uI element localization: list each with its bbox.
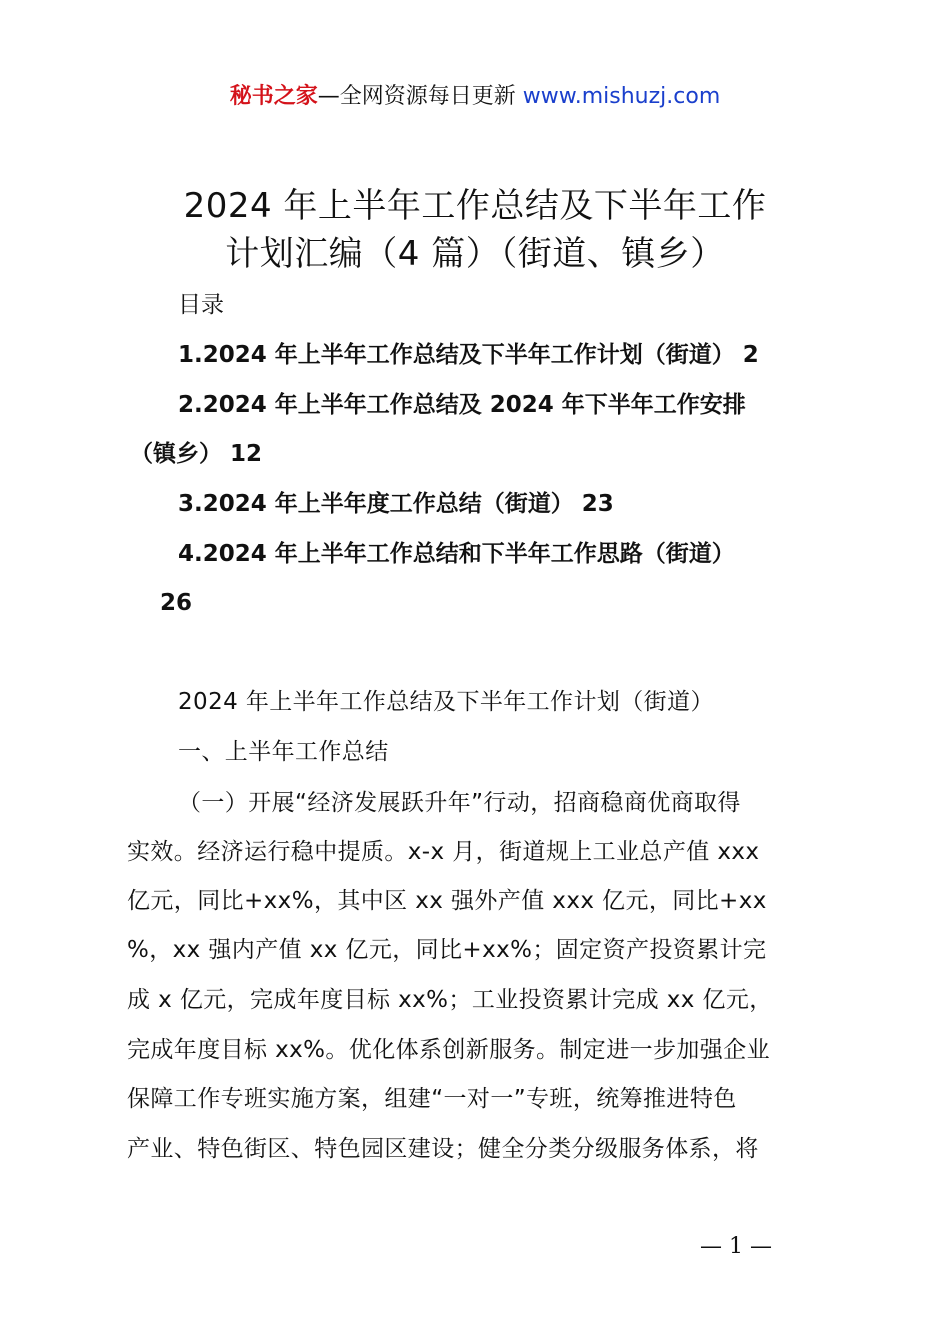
document-title-line-2: 计划汇编（4 篇）（街道、镇乡） [225, 234, 725, 274]
toc-heading: 目录 [178, 292, 224, 318]
page-number: — 1 — [700, 1234, 772, 1259]
toc-item-2-continued[interactable]: （镇乡） 12 [130, 441, 263, 467]
site-header [0, 82, 950, 112]
toc-item-1[interactable]: 1.2024 年上半年工作总结及下半年工作计划（街道） 2 [178, 342, 759, 368]
body-line: （一）开展“经济发展跃升年”行动，招商稳商优商取得 [178, 790, 741, 816]
body-line: 实效。经济运行稳中提质。x-x 月，街道规上工业总产值 xxx [127, 839, 760, 865]
section-heading: 一、上半年工作总结 [178, 739, 389, 765]
body-line: 产业、特色街区、特色园区建设；健全分类分级服务体系，将 [127, 1136, 759, 1162]
toc-item-4-continued[interactable]: 26 [160, 590, 193, 616]
body-line: 成 x 亿元，完成年度目标 xx%；工业投资累计完成 xx 亿元， [127, 987, 773, 1013]
toc-item-4[interactable]: 4.2024 年上半年工作总结和下半年工作思路（街道） [178, 541, 735, 567]
body-line: 完成年度目标 xx%。优化体系创新服务。制定进一步加强企业 [127, 1037, 770, 1063]
body-line: 亿元，同比+xx%，其中区 xx 强外产值 xxx 亿元，同比+xx [127, 888, 767, 914]
toc-item-3[interactable]: 3.2024 年上半年度工作总结（街道） 23 [178, 491, 614, 517]
body-line: %，xx 强内产值 xx 亿元，同比+xx%；固定资产投资累计完 [127, 937, 767, 963]
section-title: 2024 年上半年工作总结及下半年工作计划（街道） [178, 689, 714, 715]
document-title-line-1: 2024 年上半年工作总结及下半年工作 [183, 186, 767, 226]
site-url-link[interactable]: www.mishuzj.com [522, 84, 721, 109]
toc-item-2[interactable]: 2.2024 年上半年工作总结及 2024 年下半年工作安排 [178, 392, 746, 418]
site-brand: 秘书之家 [229, 84, 318, 109]
site-tagline: —全网资源每日更新 [317, 84, 516, 109]
body-line: 保障工作专班实施方案，组建“一对一”专班，统筹推进特色 [127, 1086, 737, 1112]
